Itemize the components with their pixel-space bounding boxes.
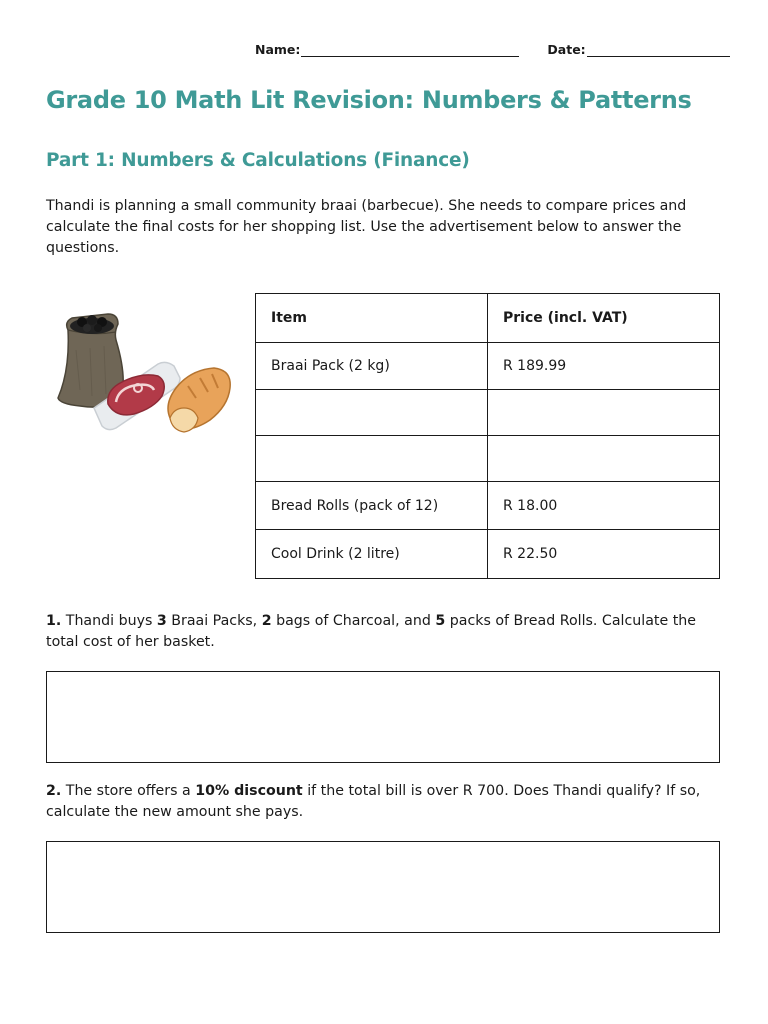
question-text: Braai Packs, [166, 613, 262, 629]
table-header-row [256, 294, 720, 343]
item-cell [256, 436, 488, 482]
name-input-line[interactable] [301, 43, 519, 57]
emphasis: 3 [156, 613, 167, 629]
column-header-price: Price (incl. VAT) [488, 294, 720, 343]
worksheet-title: Grade 10 Math Lit Revision: Numbers & Patterns [46, 86, 692, 114]
header-fields [255, 42, 730, 57]
price-cell: R 18.00 [488, 482, 720, 530]
emphasis: 10% discount [195, 783, 303, 799]
name-field[interactable] [255, 42, 519, 57]
price-cell [488, 390, 720, 436]
column-header-item: Item [256, 294, 488, 343]
table-row [256, 482, 720, 530]
question-text: Thandi buys [61, 613, 157, 629]
question-text: bags of Charcoal, and [271, 613, 436, 629]
braai-illustration [46, 300, 242, 470]
date-input-line[interactable] [587, 43, 730, 57]
price-cell [488, 436, 720, 482]
question-text: packs of Bread Rolls. Calculate the total cost of her basket. [46, 613, 696, 650]
intro-paragraph: Thandi is planning a small community braai (barbecue). She needs to compare prices and calculate the final costs for her shopping list. Use the advertisement below to answer the questions. [46, 198, 687, 256]
item-cell: Bread Rolls (pack of 12) [256, 482, 488, 530]
price-cell: R 22.50 [488, 530, 720, 579]
table-row [256, 343, 720, 390]
question-1 [46, 611, 726, 653]
answer-box-2[interactable] [46, 841, 720, 933]
date-field[interactable] [547, 42, 729, 57]
item-cell: Cool Drink (2 litre) [256, 530, 488, 579]
emphasis: 2 [261, 613, 272, 629]
emphasis: 5 [435, 613, 446, 629]
item-cell [256, 390, 488, 436]
price-table [255, 293, 720, 579]
question-2 [46, 781, 726, 823]
item-cell: Braai Pack (2 kg) [256, 343, 488, 390]
date-label: Date: [547, 42, 586, 57]
price-cell: R 189.99 [488, 343, 720, 390]
name-label: Name: [255, 42, 301, 57]
question-number: 2. [46, 783, 62, 799]
question-text: if the total bill is over R 700. Does Thandi qualify? If so, calculate the new amount she pays. [46, 783, 701, 820]
part1-heading: Part 1: Numbers & Calculations (Finance) [46, 150, 470, 171]
question-number: 1. [46, 613, 62, 629]
table-row [256, 390, 720, 436]
answer-box-1[interactable] [46, 671, 720, 763]
table-row [256, 530, 720, 579]
table-row [256, 436, 720, 482]
question-text: The store offers a [61, 783, 196, 799]
